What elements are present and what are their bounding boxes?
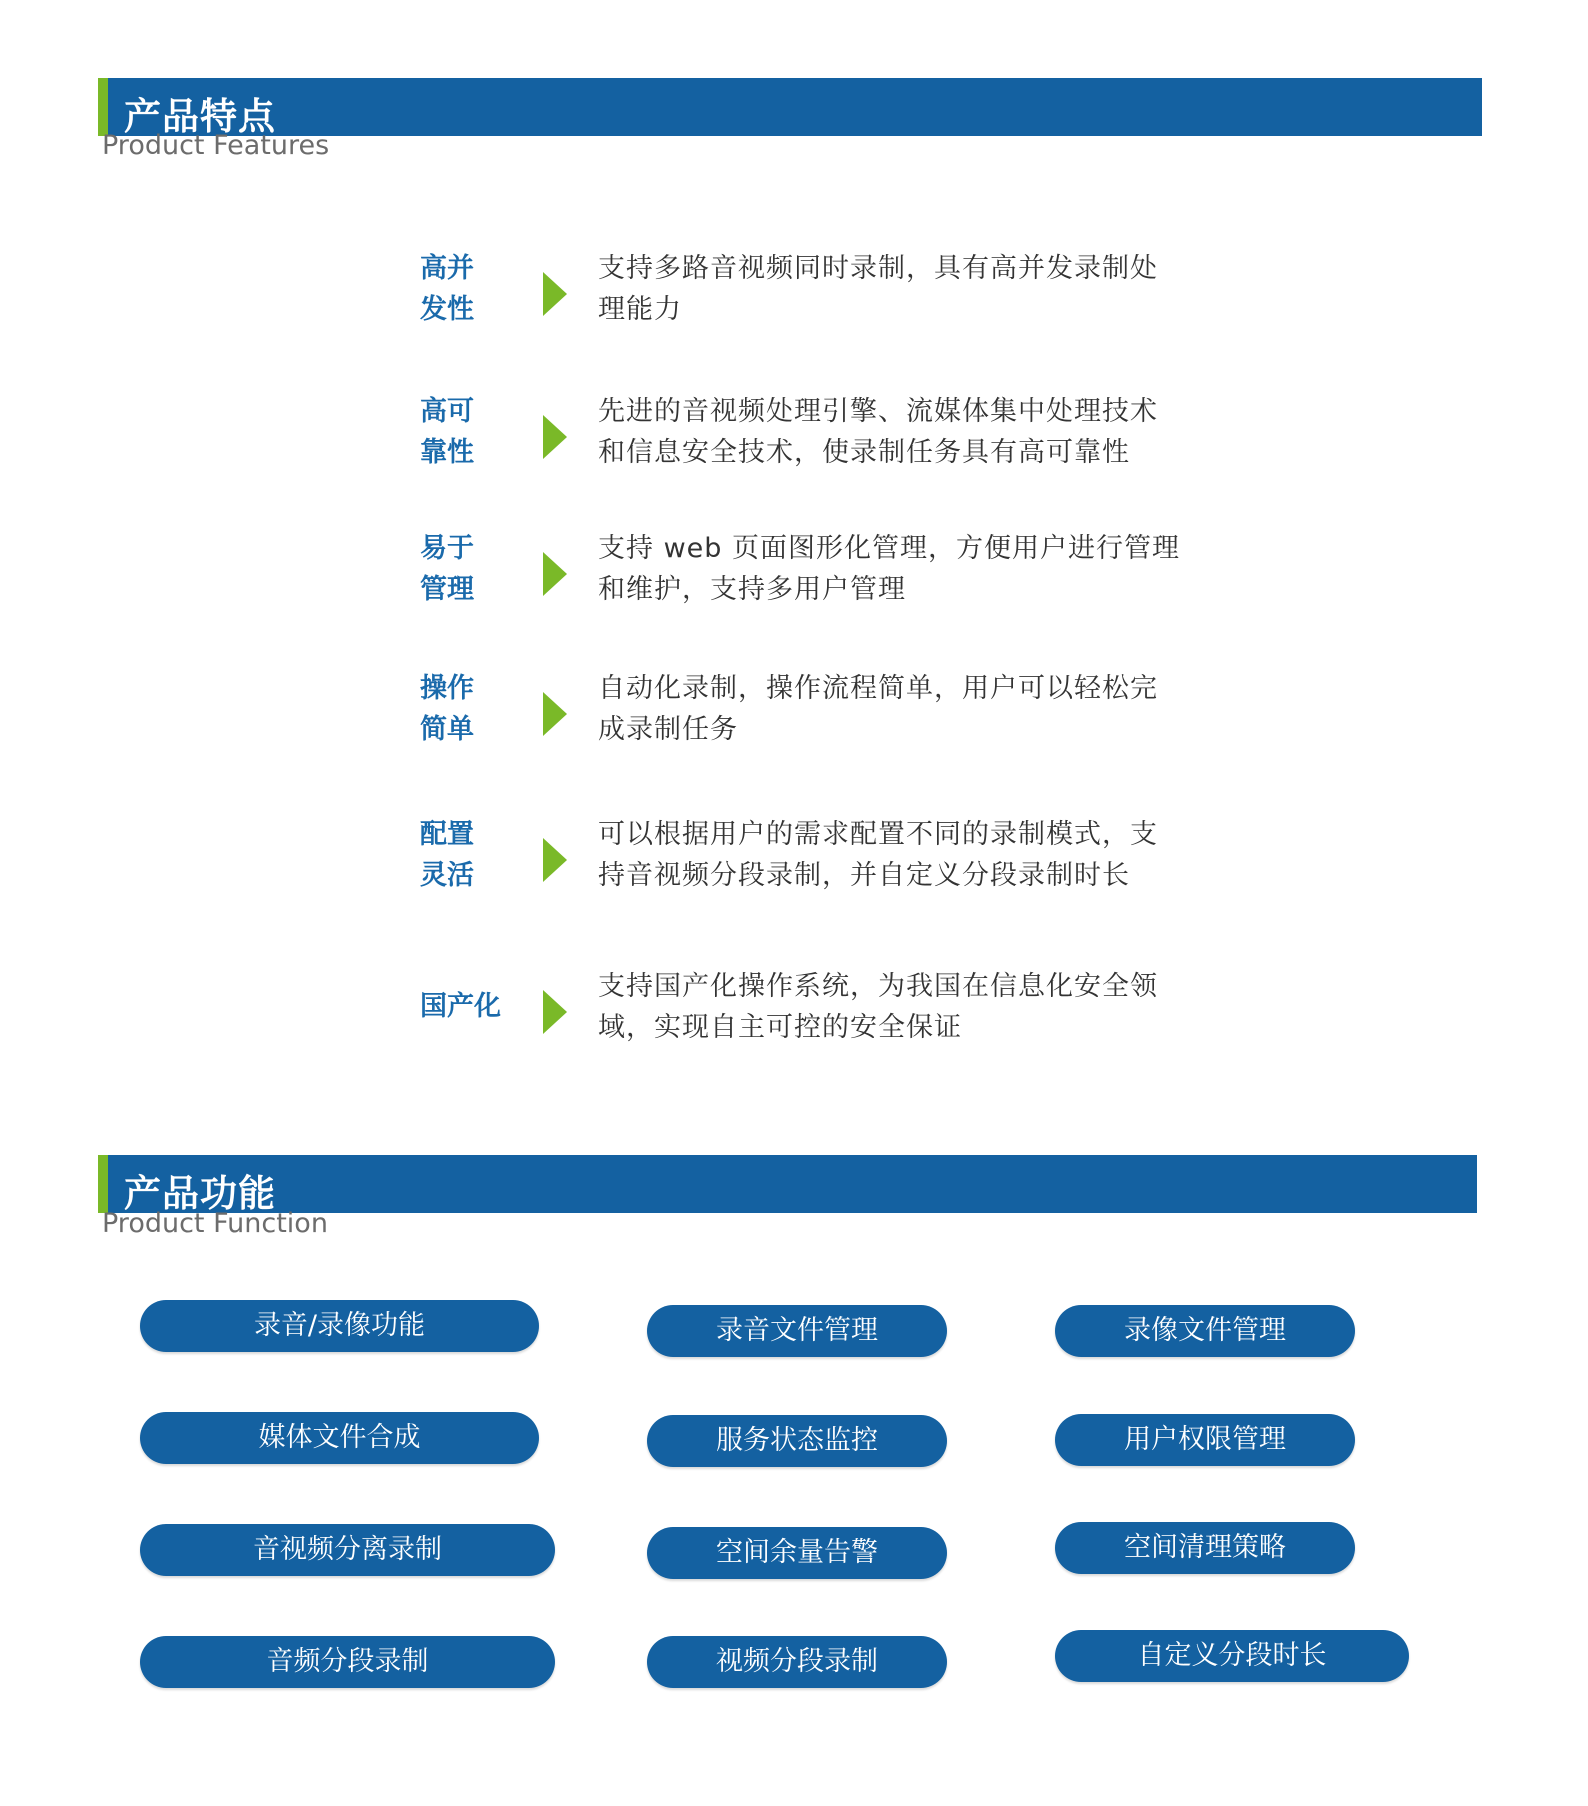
- features-section-header: [98, 78, 1482, 136]
- play-arrow-icon: [543, 838, 567, 882]
- header-accent-bar: [98, 78, 108, 136]
- functions-subtitle: Product Function: [102, 1208, 328, 1239]
- function-button-space-cleanup-policy[interactable]: 空间清理策略: [1055, 1522, 1355, 1574]
- feature-item: [420, 668, 1190, 758]
- feature-item: [420, 248, 1190, 338]
- feature-label: 高并 发性: [420, 253, 474, 325]
- feature-description: 可以根据用户的需求配置不同的录制模式，支持音视频分段录制，并自定义分段录制时长: [598, 819, 1158, 891]
- function-button-user-permission-management[interactable]: 用户权限管理: [1055, 1414, 1355, 1466]
- function-button-audio-file-management[interactable]: 录音文件管理: [647, 1305, 947, 1357]
- feature-description: 支持国产化操作系统，为我国在信息化安全领域，实现自主可控的安全保证: [598, 971, 1158, 1043]
- feature-label: 易于 管理: [420, 533, 474, 605]
- function-button-av-separate-recording[interactable]: 音视频分离录制: [140, 1524, 555, 1576]
- features-title: 产品特点: [124, 95, 276, 138]
- function-button-space-remaining-alert[interactable]: 空间余量告警: [647, 1527, 947, 1579]
- feature-description: 支持 web 页面图形化管理，方便用户进行管理和维护，支持多用户管理: [598, 533, 1180, 605]
- play-arrow-icon: [543, 552, 567, 596]
- function-button-record-audio-video[interactable]: 录音/录像功能: [140, 1300, 539, 1352]
- feature-label: 高可 靠性: [420, 396, 474, 468]
- feature-description: 支持多路音视频同时录制，具有高并发录制处理能力: [598, 253, 1158, 325]
- features-subtitle: Product Features: [102, 130, 330, 161]
- feature-label: 国产化: [420, 991, 501, 1022]
- feature-item: [420, 528, 1190, 618]
- play-arrow-icon: [543, 415, 567, 459]
- header-accent-bar: [98, 1155, 108, 1213]
- function-button-video-segment-recording[interactable]: 视频分段录制: [647, 1636, 947, 1688]
- function-button-custom-segment-duration[interactable]: 自定义分段时长: [1055, 1630, 1409, 1682]
- feature-label: 配置 灵活: [420, 819, 474, 891]
- feature-item: [420, 814, 1190, 904]
- play-arrow-icon: [543, 272, 567, 316]
- function-button-video-file-management[interactable]: 录像文件管理: [1055, 1305, 1355, 1357]
- feature-item: [420, 966, 1190, 1056]
- functions-title: 产品功能: [124, 1172, 276, 1215]
- feature-label: 操作 简单: [420, 673, 474, 745]
- play-arrow-icon: [543, 990, 567, 1034]
- function-button-media-file-merge[interactable]: 媒体文件合成: [140, 1412, 539, 1464]
- feature-description: 自动化录制，操作流程简单，用户可以轻松完成录制任务: [598, 673, 1158, 745]
- feature-description: 先进的音视频处理引擎、流媒体集中处理技术和信息安全技术，使录制任务具有高可靠性: [598, 396, 1158, 468]
- function-button-audio-segment-recording[interactable]: 音频分段录制: [140, 1636, 555, 1688]
- function-button-service-status-monitor[interactable]: 服务状态监控: [647, 1415, 947, 1467]
- feature-item: [420, 391, 1190, 481]
- play-arrow-icon: [543, 692, 567, 736]
- functions-section-header: [98, 1155, 1477, 1213]
